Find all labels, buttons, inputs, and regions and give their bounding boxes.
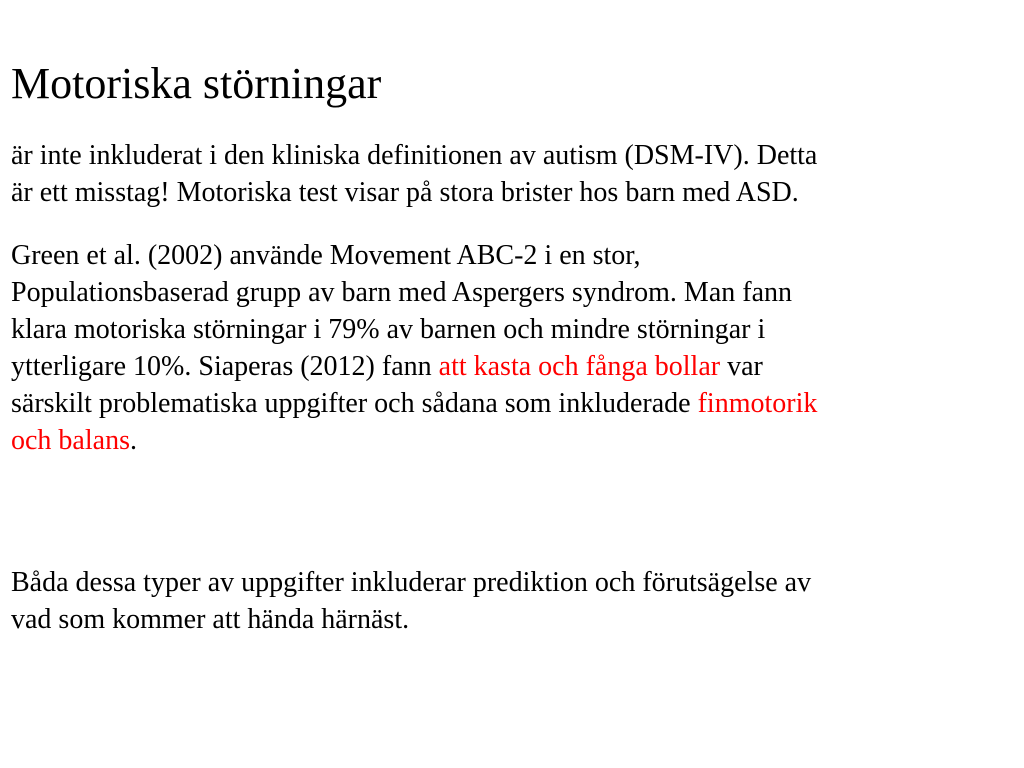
slide-title: Motoriska störningar xyxy=(11,59,382,108)
paragraph-conclusion-line-1: Båda dessa typer av uppgifter inkluderar prediktion och förutsägelse av xyxy=(11,567,812,598)
highlight-balance: och balans xyxy=(11,425,130,456)
paragraph-studies-line-2: Populationsbaserad grupp av barn med Aspergers syndrom. Man fann xyxy=(11,277,792,308)
line-4-text-before: ytterligare 10%. Siaperas (2012) fann xyxy=(11,351,439,382)
line-5-text-before: särskilt problematiska uppgifter och sådana som inkluderade xyxy=(11,388,698,419)
paragraph-studies-line-5 xyxy=(11,385,1011,422)
paragraph-studies-line-3: klara motoriska störningar i 79% av barnen och mindre störningar i xyxy=(11,314,766,345)
paragraph-studies-line-1: Green et al. (2002) använde Movement ABC-2 i en stor, xyxy=(11,240,641,271)
paragraph-conclusion-line-2: vad som kommer att hända härnäst. xyxy=(11,604,410,635)
paragraph-studies-line-4 xyxy=(11,348,1011,385)
highlight-throw-catch-balls: att kasta och fånga bollar xyxy=(438,351,721,382)
highlight-fine-motor: finmotorik xyxy=(697,388,818,419)
paragraph-studies-line-6 xyxy=(11,422,1011,459)
paragraph-studies xyxy=(11,237,1011,459)
line-6-text-after: . xyxy=(129,425,137,456)
paragraph-conclusion xyxy=(11,564,1011,638)
line-4-text-after: var xyxy=(720,351,763,382)
paragraph-intro xyxy=(11,137,1011,211)
paragraph-intro-line-2: är ett misstag! Motoriska test visar på stora brister hos barn med ASD. xyxy=(11,177,799,208)
paragraph-intro-line-1: är inte inkluderat i den kliniska definitionen av autism (DSM-IV). Detta xyxy=(11,140,818,171)
